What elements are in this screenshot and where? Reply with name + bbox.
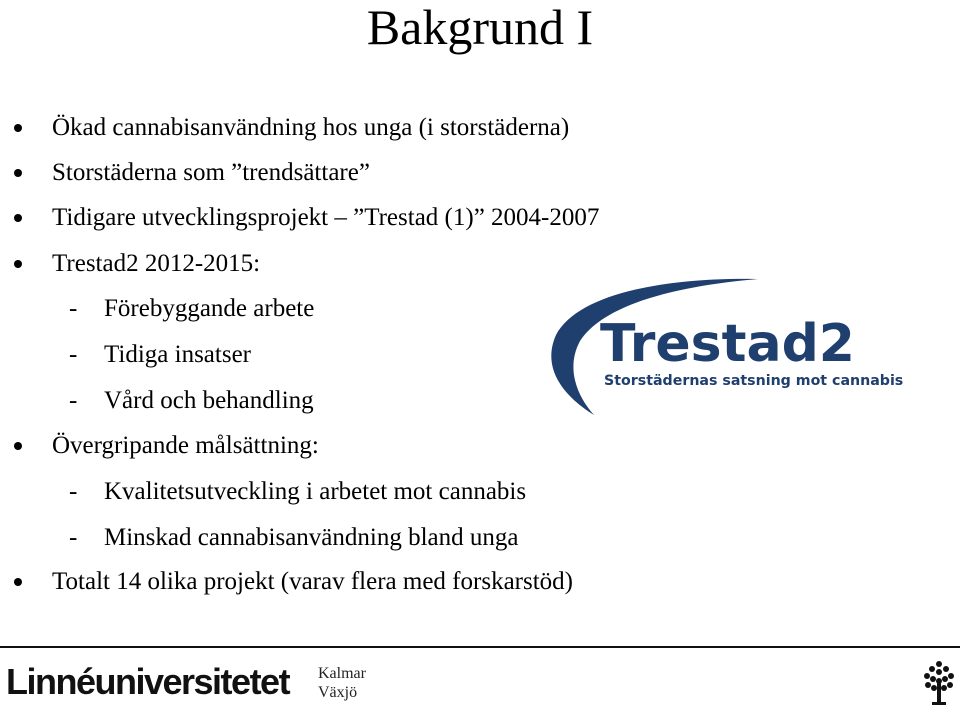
bullet-icon (14, 260, 22, 268)
sub-item-text: Förebyggande arbete (104, 295, 315, 322)
sub-item-text: Kvalitetsutveckling i arbetet mot cannabis (104, 478, 527, 505)
campus-kalmar: Kalmar (318, 665, 366, 682)
campus-vaxjo: Växjö (318, 684, 358, 701)
dash-marker: - (69, 478, 78, 505)
bullet-text: Trestad2 2012-2015: (52, 250, 261, 277)
bullet-icon (14, 124, 22, 132)
bullet-icon (14, 169, 22, 177)
bullet-text: Totalt 14 olika projekt (varav flera med forskarstöd) (52, 568, 573, 595)
sub-item-text: Minskad cannabisanvändning bland unga (104, 524, 519, 551)
sub-item-text: Tidiga insatser (104, 341, 251, 368)
slide-title: Bakgrund I (366, 0, 594, 55)
tree-logo-icon (922, 660, 956, 706)
dash-marker: - (69, 524, 78, 551)
logo-tagline: Storstädernas satsning mot cannabis (604, 373, 904, 389)
campus-names (318, 664, 366, 702)
dash-marker: - (69, 295, 78, 322)
bullet-icon (14, 578, 22, 586)
bullet-icon (14, 442, 22, 450)
trestad2-logo (548, 275, 920, 417)
bullet-text: Tidigare utvecklingsprojekt – ”Trestad (1)” 2004-2007 (52, 204, 600, 231)
dash-marker: - (69, 341, 78, 368)
footer-divider (0, 646, 960, 648)
bullet-text: Ökad cannabisanvändning hos unga (i storstäderna) (52, 114, 570, 141)
bullet-text: Övergripande målsättning: (52, 432, 319, 459)
logo-wordmark: Trestad2 (600, 314, 855, 374)
bullet-icon (14, 214, 22, 222)
bullet-text: Storstäderna som ”trendsättare” (52, 159, 370, 186)
dash-marker: - (69, 387, 78, 414)
university-logotype: Linnéuniversitetet (6, 661, 290, 702)
sub-item-text: Vård och behandling (104, 387, 314, 414)
